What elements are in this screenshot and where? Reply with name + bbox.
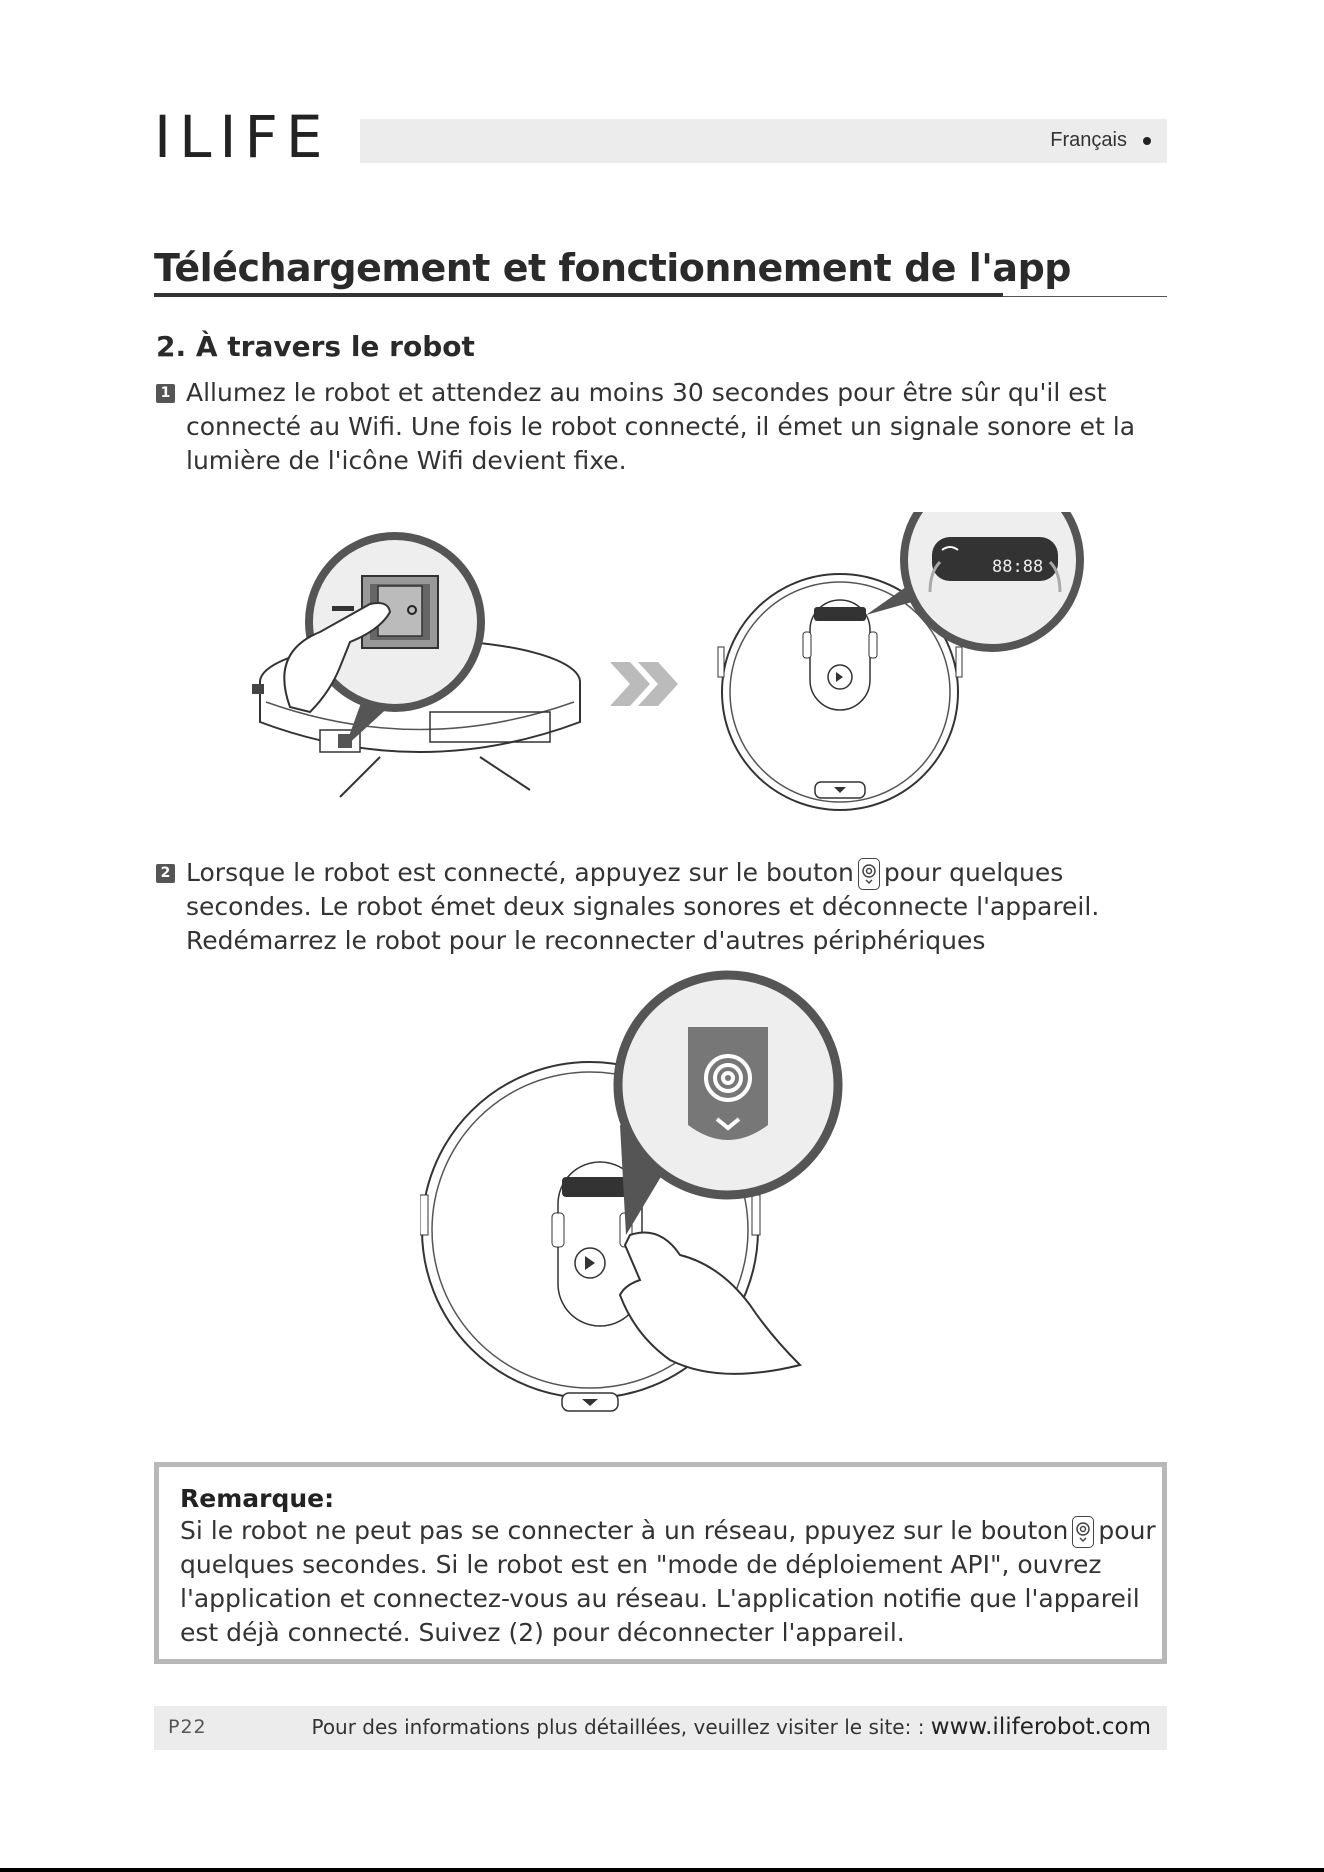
language-label: Français [1050,129,1151,152]
bullet-icon [1143,137,1151,145]
title-underline [154,293,1003,297]
title-rule [1003,296,1167,297]
power-on-illustration [230,512,1110,812]
page-bottom-border [0,1868,1324,1872]
page-footer [154,1706,1167,1750]
step-2 [156,856,1176,958]
step-1 [156,376,1176,478]
page-title: Téléchargement et fonctionnement de l'app [154,246,1071,290]
step-number: 2 [156,864,175,883]
spiral-button-icon [858,858,880,890]
language-bar [360,119,1167,163]
note-title: Remarque: [180,1484,335,1513]
spiral-button-icon [1072,1516,1094,1548]
footer-text: Pour des informations plus détaillées, veuillez visiter le site: : www.iliferobot.com [311,1714,1151,1740]
step-text: Allumez le robot et attendez au moins 30 secondes pour être sûr qu'il est connecté au Wifi. Une fois le robot connecté, il émet un signale sonore et la lumière de l'icône Wifi devient fixe. [186,378,1136,475]
step-number: 1 [156,384,175,403]
double-chevron-right-icon [610,662,678,706]
brand-logo: ILIFE [154,103,331,171]
display-digits: 88:88 [992,557,1044,577]
section-subtitle: 2. À travers le robot [156,330,475,363]
page-number: P22 [168,1716,207,1738]
step-text: Lorsque le robot est connecté, appuyez sur le bouton pour quelques secondes. Le robot émet deux signales sonores et déconnecte l'appareil. Redémarrez le robot pour le reconnecter d'autres périphériques [186,858,1100,955]
disconnect-illustration [420,965,860,1425]
website-link[interactable]: www.iliferobot.com [930,1714,1151,1740]
note-text: Si le robot ne peut pas se connecter à un réseau, ppuyez sur le bouton pour quelques secondes. Si le robot est en "mode de déploiement API", ouvrez l'application et connectez-vous au réseau. L'application notifie que l'appareil est déjà connecté. Suivez (2) pour déconnecter l'appareil. [180,1516,1156,1647]
